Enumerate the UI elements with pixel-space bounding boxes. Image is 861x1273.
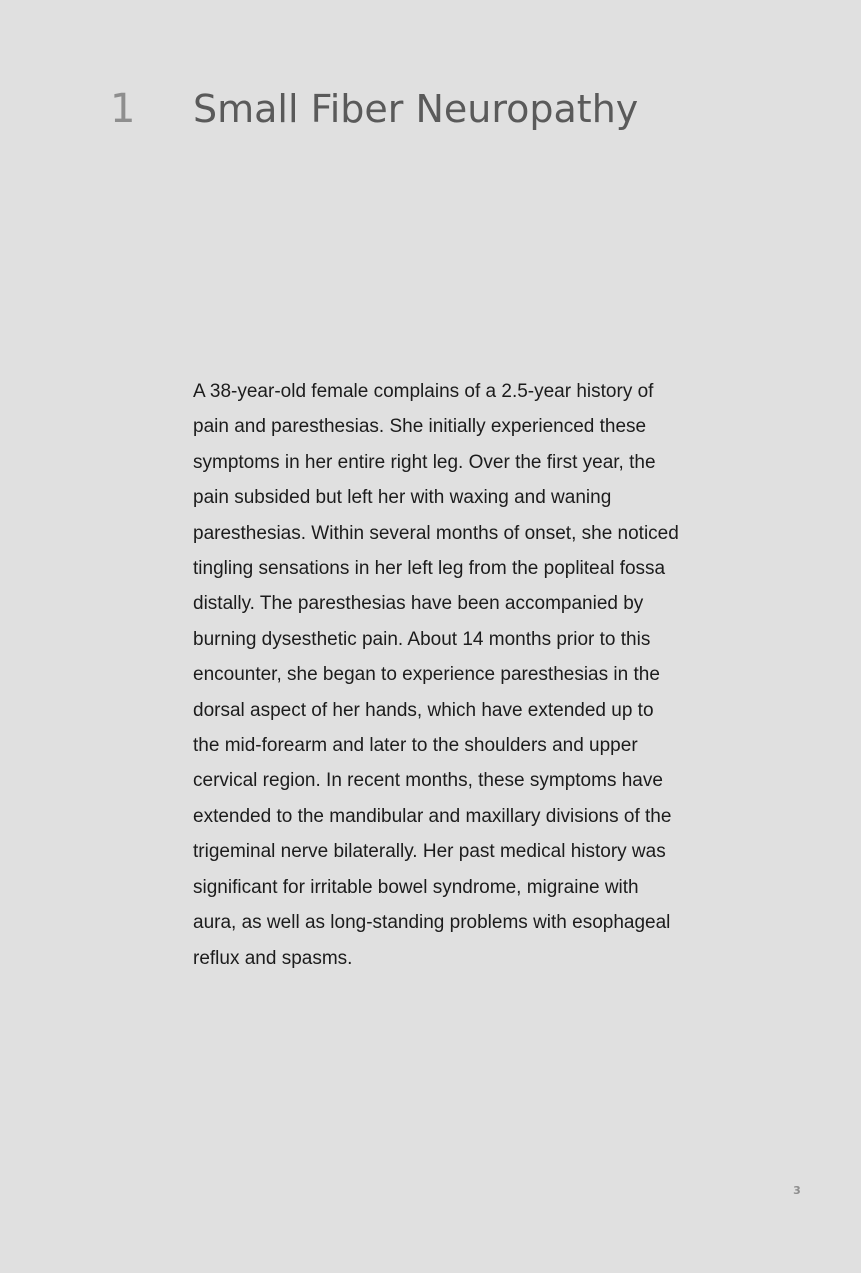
case-line: distally. The paresthesias have been accompanied by [193, 593, 644, 615]
case-line: the mid-forearm and later to the shoulders and upper [193, 735, 638, 757]
case-line: A 38-year-old female complains of a 2.5-year history of [193, 381, 654, 402]
case-line: symptoms in her entire right leg. Over the first year, the [193, 451, 656, 473]
page-number: 3 [793, 1184, 801, 1197]
case-line: pain and paresthesias. She initially experienced these [193, 416, 647, 438]
chapter-number: 1 [110, 86, 136, 132]
chapter-title: Small Fiber Neuropathy [193, 87, 639, 131]
case-line: significant for irritable bowel syndrome, migraine with [193, 876, 639, 898]
case-line: trigeminal nerve bilaterally. Her past medical history was [193, 841, 666, 863]
case-line: dorsal aspect of her hands, which have extended up to [193, 699, 654, 721]
case-line: burning dysesthetic pain. About 14 months prior to this [193, 628, 651, 650]
case-line: paresthesias. Within several months of onset, she noticed [193, 522, 679, 544]
case-description [193, 374, 753, 976]
case-line: encounter, she began to experience paresthesias in the [193, 664, 660, 686]
case-line: cervical region. In recent months, these symptoms have [193, 770, 663, 792]
case-line: reflux and spasms. [193, 947, 353, 969]
case-line: extended to the mandibular and maxillary divisions of the [193, 805, 672, 827]
case-line: aura, as well as long-standing problems with esophageal [193, 912, 671, 934]
case-line: pain subsided but left her with waxing and waning [193, 487, 612, 509]
case-line: tingling sensations in her left leg from the popliteal fossa [193, 558, 666, 580]
